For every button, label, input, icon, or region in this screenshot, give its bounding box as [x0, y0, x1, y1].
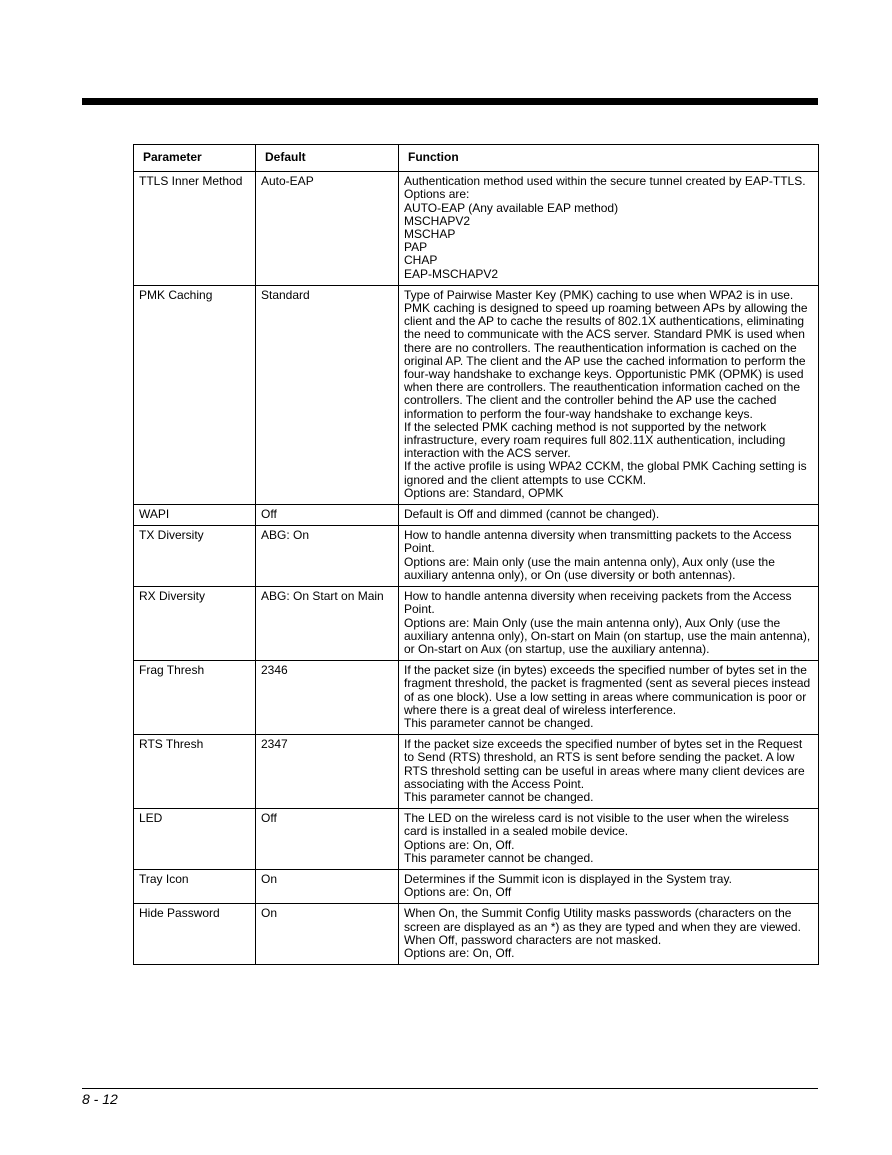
function-line: Options are: Main only (use the main antenna only), Aux only (use the auxiliary antenna only), or On (use diversity or both antennas).: [404, 554, 775, 582]
parameter-cell: Frag Thresh: [134, 661, 256, 735]
function-line: Options are: Main Only (use the main antenna only), Aux Only (use the auxiliary antenna only), On-start on Main (on startup, use the main antenna), or On-start on Aux (on startup, use the auxiliary antenna).: [404, 615, 811, 656]
function-cell: [399, 904, 819, 965]
function-line: Type of Pairwise Master Key (PMK) caching to use when WPA2 is in use. PMK caching is designed to speed up roaming between APs by allowing the client and the AP to cache the results of 802.1X authentications, eliminating the need to communicate with the ACS server. Standard PMK is used when there are no controllers. The reauthentication information is cached on the original AP. The client and the AP use the cached information to perform the four-way handshake to exchange keys. Opportunistic PMK (OPMK) is used when there are controllers. The reauthentication information cached on the controllers. The client and the controller behind the AP use the cached information to perform the four-way handshake to exchange keys.: [404, 287, 808, 421]
function-line: How to handle antenna diversity when receiving packets from the Access Point.: [404, 589, 792, 617]
function-line: This parameter cannot be changed.: [404, 715, 594, 730]
function-line: If the active profile is using WPA2 CCKM, the global PMK Caching setting is ignored and the client attempts to use CCKM.: [404, 459, 807, 487]
parameter-cell: RX Diversity: [134, 587, 256, 661]
column-header-default: Default: [256, 145, 399, 172]
function-cell: [399, 505, 819, 526]
parameter-cell: TX Diversity: [134, 526, 256, 587]
function-line: EAP-MSCHAPV2: [404, 266, 499, 281]
page-number: 8 - 12: [82, 1091, 118, 1107]
parameter-cell: TTLS Inner Method: [134, 172, 256, 286]
function-line: Options are: Standard, OPMK: [404, 485, 564, 500]
function-cell: [399, 869, 819, 903]
default-cell: ABG: On: [256, 526, 399, 587]
function-cell: [399, 809, 819, 870]
function-line: Options are: On, Off: [404, 885, 512, 900]
function-line: How to handle antenna diversity when transmitting packets to the Access Point.: [404, 528, 792, 556]
function-line: PAP: [404, 240, 428, 255]
table-row: [134, 526, 819, 587]
function-line: Options are: On, Off.: [404, 945, 515, 960]
parameter-cell: RTS Thresh: [134, 735, 256, 809]
function-line: Determines if the Summit icon is displayed in the System tray.: [404, 871, 732, 886]
table-header-row: [134, 145, 819, 172]
table-row: [134, 505, 819, 526]
parameter-cell: Hide Password: [134, 904, 256, 965]
footer-rule: [82, 1088, 818, 1089]
default-cell: Off: [256, 809, 399, 870]
function-cell: [399, 285, 819, 504]
function-line: Options are:: [404, 187, 470, 202]
column-header-parameter: Parameter: [134, 145, 256, 172]
default-cell: Off: [256, 505, 399, 526]
parameter-table: [133, 144, 819, 965]
function-line: When On, the Summit Config Utility masks passwords (characters on the screen are displayed as an *) as they are typed and when they are viewed. When Off, password characters are not masked.: [404, 906, 801, 947]
default-cell: Standard: [256, 285, 399, 504]
function-line: CHAP: [404, 253, 438, 268]
function-cell: [399, 172, 819, 286]
function-line: AUTO-EAP (Any available EAP method): [404, 200, 619, 215]
table-row: [134, 735, 819, 809]
function-line: This parameter cannot be changed.: [404, 789, 594, 804]
function-line: This parameter cannot be changed.: [404, 850, 594, 865]
table-body: [134, 172, 819, 965]
function-line: If the selected PMK caching method is not supported by the network infrastructure, every roam requires full 802.11X authentication, including interaction with the ACS server.: [404, 419, 786, 461]
default-cell: 2347: [256, 735, 399, 809]
function-line: If the packet size exceeds the specified number of bytes set in the Request to Send (RTS) threshold, an RTS is sent before sending the packet. A low RTS threshold setting can be useful in areas where many client devices are associating with the Access Point.: [404, 737, 805, 791]
parameter-cell: PMK Caching: [134, 285, 256, 504]
table-row: [134, 661, 819, 735]
function-cell: [399, 526, 819, 587]
parameter-cell: WAPI: [134, 505, 256, 526]
function-cell: [399, 735, 819, 809]
table-row: [134, 809, 819, 870]
table-row: [134, 172, 819, 286]
parameter-cell: LED: [134, 809, 256, 870]
default-cell: On: [256, 904, 399, 965]
default-cell: On: [256, 869, 399, 903]
table-row: [134, 904, 819, 965]
function-line: MSCHAPV2: [404, 213, 471, 228]
function-line: The LED on the wireless card is not visible to the user when the wireless card is installed in a sealed mobile device.: [404, 811, 789, 839]
table-row: [134, 869, 819, 903]
function-line: Default is Off and dimmed (cannot be changed).: [404, 507, 660, 522]
table-row: [134, 587, 819, 661]
function-line: Authentication method used within the secure tunnel created by EAP-TTLS.: [404, 174, 806, 189]
function-cell: [399, 661, 819, 735]
default-cell: Auto-EAP: [256, 172, 399, 286]
function-cell: [399, 587, 819, 661]
default-cell: 2346: [256, 661, 399, 735]
table-row: [134, 285, 819, 504]
function-line: MSCHAP: [404, 227, 456, 242]
function-line: Options are: On, Off.: [404, 837, 515, 852]
header-rule: [82, 98, 818, 105]
column-header-function: Function: [399, 145, 819, 172]
default-cell: ABG: On Start on Main: [256, 587, 399, 661]
parameter-cell: Tray Icon: [134, 869, 256, 903]
function-line: If the packet size (in bytes) exceeds the specified number of bytes set in the fragment threshold, the packet is fragmented (sent as several pieces instead of as one block). Use a low setting in areas where communication is poor or where there is a great deal of wireless interference.: [404, 663, 811, 717]
